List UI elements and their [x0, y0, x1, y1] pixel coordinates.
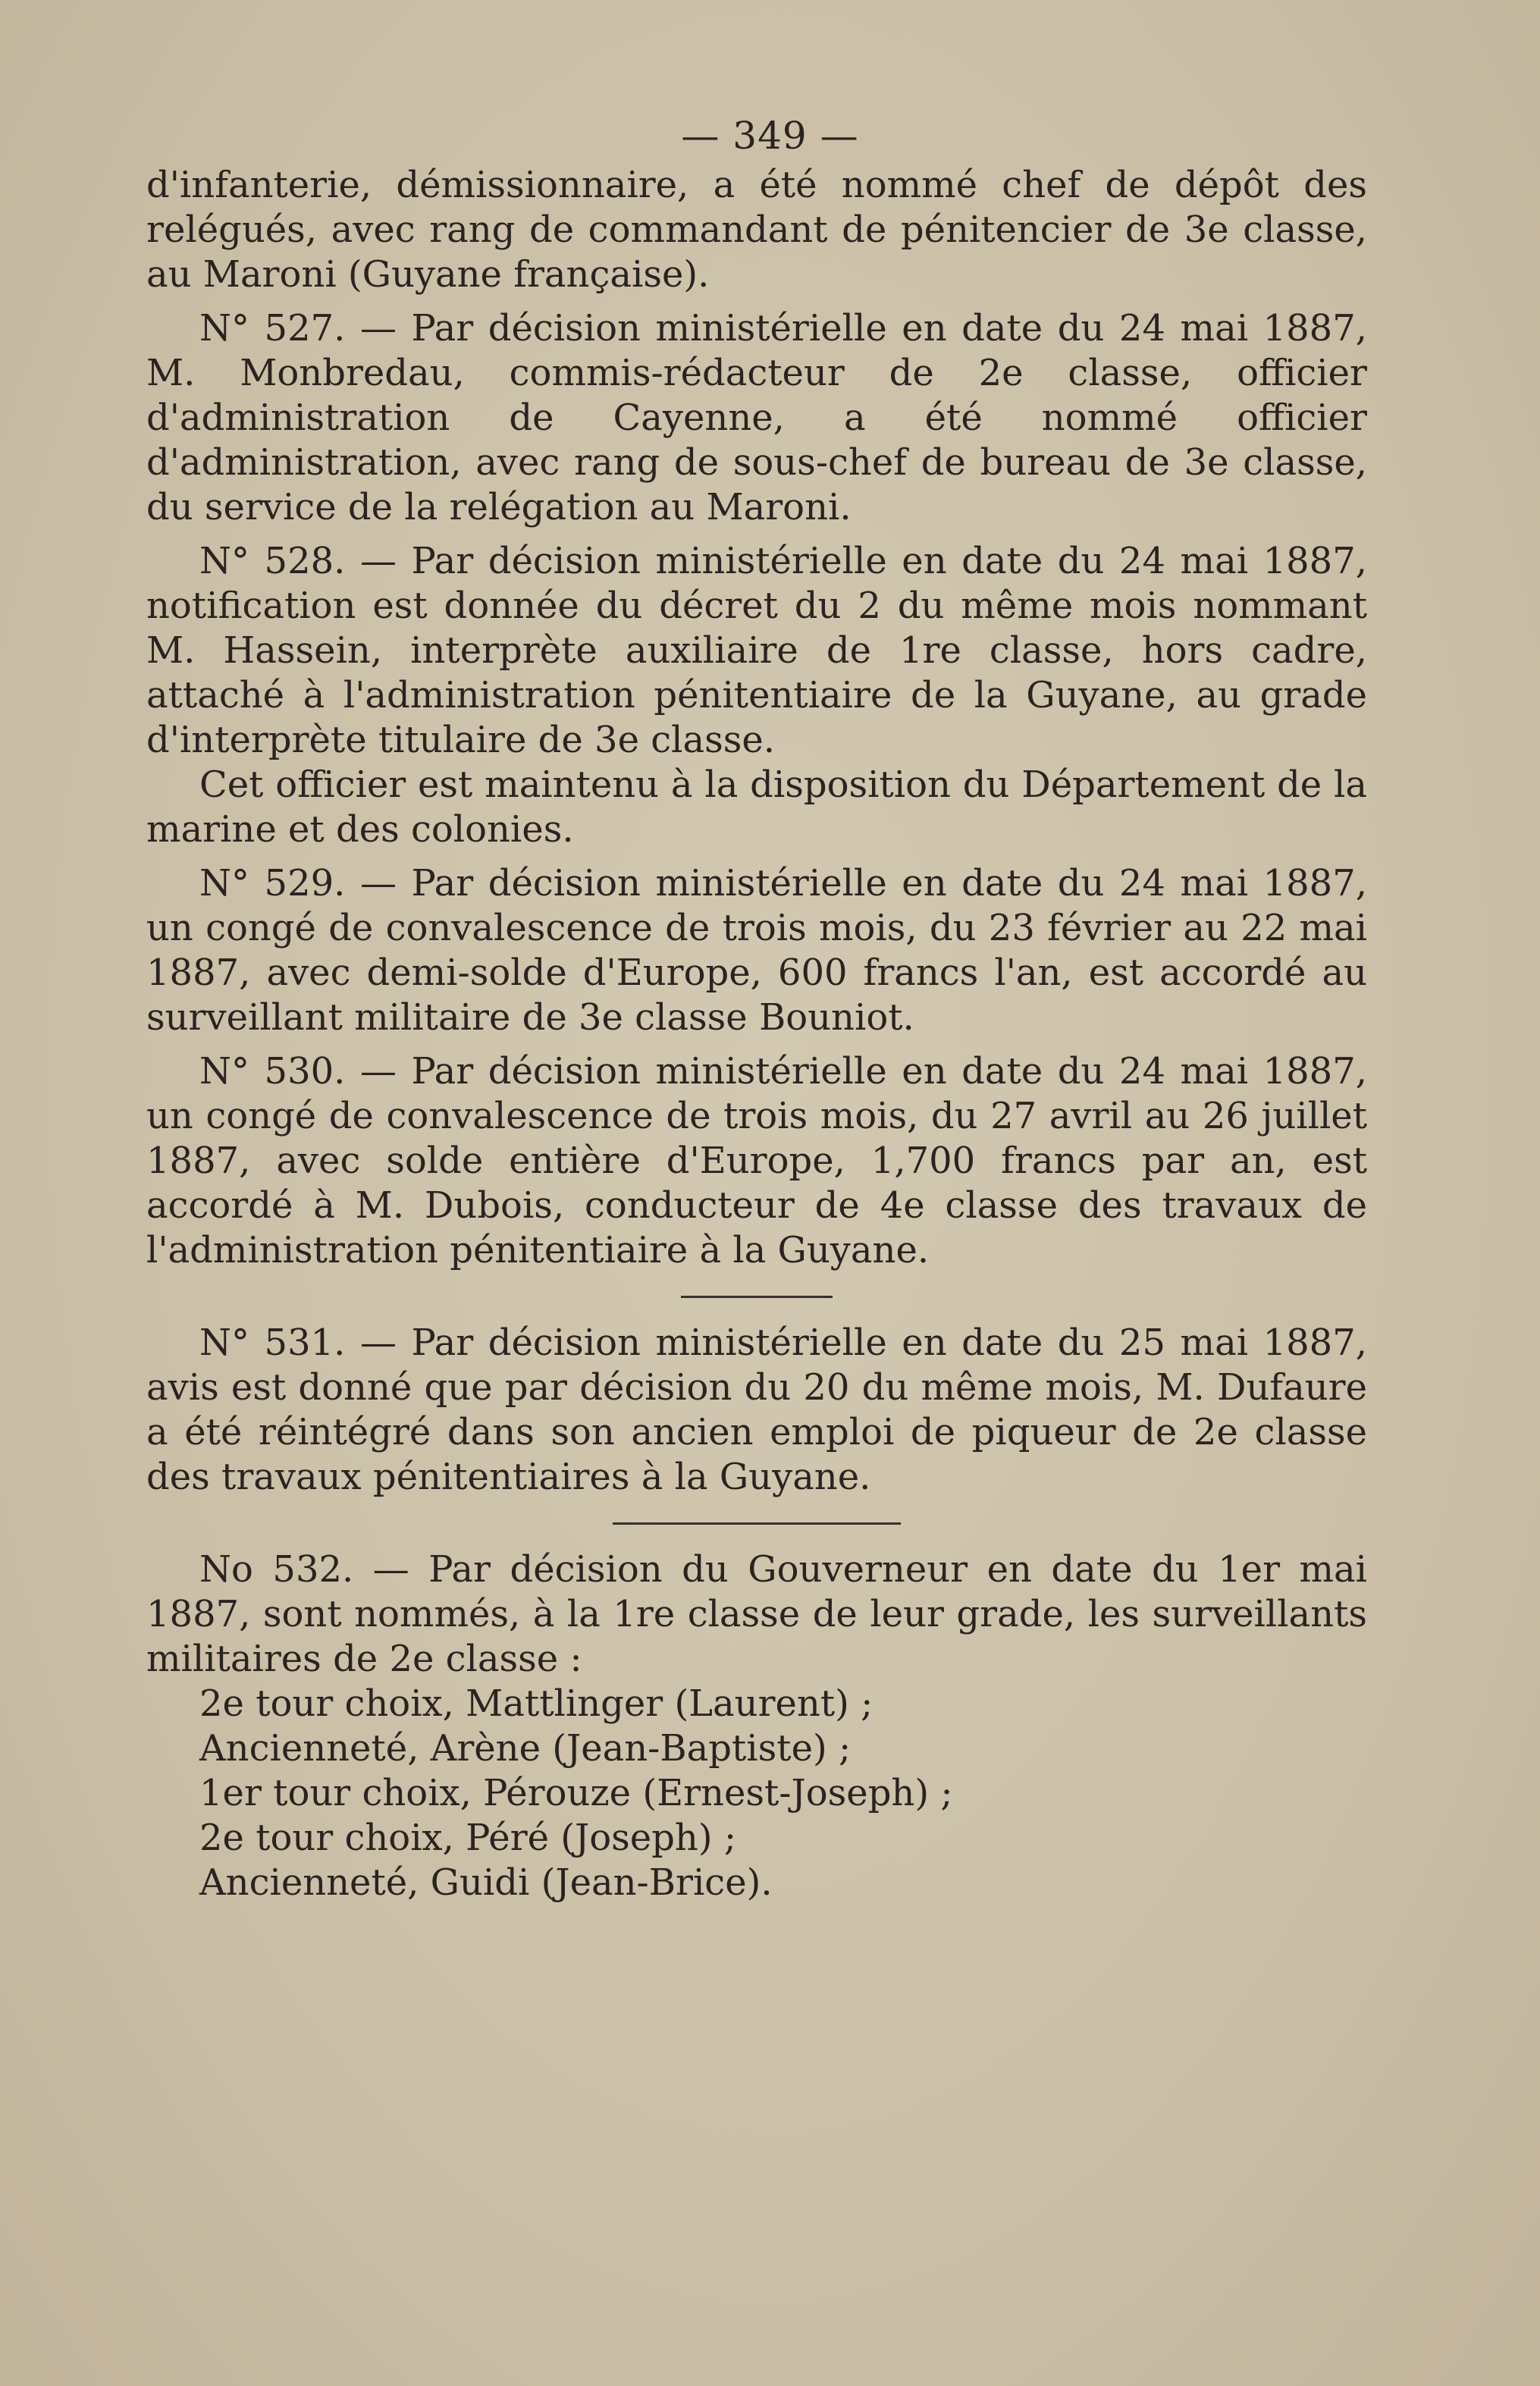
paragraph-528-note: Cet officier est maintenu à la disposition du Département de la marine et des colonies.: [146, 763, 1367, 851]
section-divider: [681, 1296, 833, 1298]
paragraph-531: N° 531. — Par décision ministérielle en date du 25 mai 1887, avis est donné que par décision du 20 du même mois, M. Dufaure a été réintégré dans son ancien emploi de piqueur de 2e classe des travaux pénitentiaires à la Guyane.: [146, 1322, 1367, 1498]
list-item: 2e tour choix, Mattlinger (Laurent) ;: [199, 1682, 874, 1725]
appointment-list: [146, 1682, 1367, 1905]
list-item: Ancienneté, Arène (Jean-Baptiste) ;: [199, 1727, 852, 1770]
paragraph-528: N° 528. — Par décision ministérielle en date du 24 mai 1887, notification est donnée du décret du 2 du même mois nommant M. Hassein, interprète auxiliaire de 1re classe, hors cadre, attaché à l'administration pénitentiaire de la Guyane, au grade d'interprète titulaire de 3e classe.: [146, 540, 1367, 761]
list-item: Ancienneté, Guidi (Jean-Brice).: [199, 1861, 773, 1904]
paragraph-532: No 532. — Par décision du Gouverneur en date du 1er mai 1887, sont nommés, à la 1re classe de leur grade, les surveillants militaires de 2e classe :: [146, 1548, 1367, 1680]
page-number: — 349 —: [681, 114, 859, 158]
list-item: 2e tour choix, Péré (Joseph) ;: [199, 1817, 736, 1859]
list-item: 1er tour choix, Pérouze (Ernest-Joseph) ;: [199, 1772, 953, 1814]
paragraph-527: N° 527. — Par décision ministérielle en date du 24 mai 1887, M. Monbredau, commis-rédacteur de 2e classe, officier d'administration de Cayenne, a été nommé officier d'administration, avec rang de sous-chef de bureau de 3e classe, du service de la relégation au Maroni.: [146, 307, 1367, 528]
paragraph-continuation: d'infanterie, démissionnaire, a été nommé chef de dépôt des relégués, avec rang de commandant de pénitencier de 3e classe, au Maroni (Guyane française).: [146, 164, 1367, 296]
section-divider: [613, 1522, 901, 1525]
paragraph-529: N° 529. — Par décision ministérielle en date du 24 mai 1887, un congé de convalescence de trois mois, du 23 février au 22 mai 1887, avec demi-solde d'Europe, 600 francs l'an, est accordé au surveillant militaire de 3e classe Bouniot.: [146, 862, 1367, 1039]
body-text: [146, 163, 1367, 1905]
paragraph-530: N° 530. — Par décision ministérielle en date du 24 mai 1887, un congé de convalescence de trois mois, du 27 avril au 26 juillet 1887, avec solde entière d'Europe, 1,700 francs par an, est accordé à M. Dubois, conducteur de 4e classe des travaux de l'administration pénitentiaire à la Guyane.: [146, 1050, 1367, 1271]
